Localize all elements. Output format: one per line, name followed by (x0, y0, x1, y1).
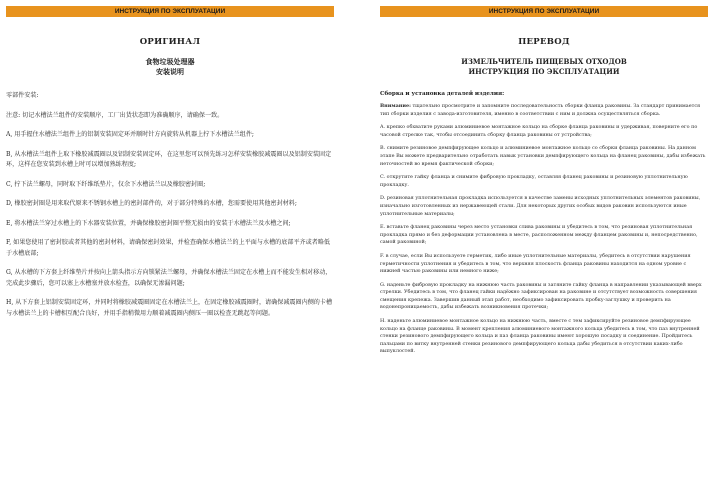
original-page (6, 6, 334, 474)
page-heading: ОРИГИНАЛ (139, 37, 201, 47)
translation-page (380, 6, 708, 474)
page-heading: ПЕРЕВОД (518, 37, 570, 47)
paragraph: F, 如果您使用了密封胶或者其他的密封材料，请确保密封效果，并检查确保水槽法兰的上平面与水槽的底部平齐或者略低于水槽底部; (6, 239, 331, 257)
paragraph: 零部件安装: (6, 92, 39, 99)
paragraph: E, 将水槽法兰穿过水槽上的下水器安装位置，并确保橡胶密封圈平整无损由的安装于水槽法兰及水槽之间; (6, 219, 291, 227)
paragraph: A. крепко обхватите руками алюминиевое монтажное кольцо на сборке фланца раковины и удерживая, поверните его по часовой стрелке так, чтобы отсоединить сборку фланца раковины от устройства; (380, 124, 698, 138)
paragraph: C. открутите гайку фланца и снимите фибровую прокладку, оставляя фланец раковины и резиновую уплотнительную прокладку. (380, 174, 688, 188)
paragraph: D, 橡胶密封圈是用来取代原来不锈钢水槽上的密封部件的，对于部分特殊的水槽，您需要使用其他密封材料; (6, 200, 297, 207)
paragraph: F. в случае, если Вы используете герметик, либо иные уплотнительные материалы, убедитесь в отсутствии нарушения герметичности уплотнения и убедитесь в том, что верхняя плоскость фланца раковины находится на одном уровне с нижней частью раковины или немного ниже; (380, 252, 691, 275)
paragraph: B. снимите резиновое демпфирующее кольцо и алюминиевое монтажное кольцо со сборки фланца раковины. На данном этапе Вы можете предварительно отработать навык установки демпфирующего кольца на фланец раковины, дабы избежать неточностей во время фактической сборки; (380, 145, 706, 167)
document-title (380, 57, 708, 77)
original-body (6, 91, 334, 319)
section-title: Сборка и установка деталей изделия: (380, 91, 505, 97)
title-line-2: ИНСТРУКЦИЯ ПО ЭКСПЛУАТАЦИИ (468, 67, 620, 76)
paragraph: G. наденьте фибровую прокладку на нижнюю часть раковины и затяните гайку фланца в направлении указывающей вверх стрелки. Убедитесь в том, что фланец гайки надёжно зафиксирован на раковине и отсутствует возможность совершения смещения крепежа. Завершив данный этап работ, необходимо зафиксировать пробку-заглушку и проверить на водонепроницаемость, дабы избежать возникновения протечки; (380, 281, 702, 311)
paragraph: G, 从水槽的下方套上纤维垫片并按向上箭头指示方向锁紧法兰螺母，并确保水槽法兰固定在水槽上而不能发生相对移动，完成此步骤后，您可以塞上水槽塞并放水检查，以确保无渗漏问题; (6, 269, 332, 287)
paragraph: 注意: 切记水槽法兰组件的安装顺序，工厂出货状态即为准确顺序，请确保一致。 (6, 111, 224, 119)
page-banner: ИНСТРУКЦИЯ ПО ЭКСПЛУАТАЦИИ (380, 6, 708, 17)
paragraph: A, 用手握住水槽法兰组件上的铝制安装固定环并顺时针方向旋转从机器上拧下水槽法兰组件; (6, 131, 254, 138)
paragraph: D. резиновая уплотнительная прокладка используется в качестве замены исходных уплотнительных элементов раковины, изначально изготовленных из нержавеющей стали. Для некоторых других особых видов раковин используются иные уплотнительные материалы; (380, 195, 701, 217)
paragraph: B, 从水槽法兰组件上取下橡胶减震圈以及铝制安装固定环，在这里您可以预先练习怎样安装橡胶减震圈以及铝制安装固定环，这样在您安装到水槽上时可以增加熟练程度; (6, 150, 332, 168)
title-line-1: 食物垃圾处理器 (145, 57, 195, 66)
title-line-2: 安装说明 (156, 67, 184, 76)
paragraph: C, 拧下法兰螺母，同时取下纤维纸垫片，仅余下水槽法兰以及橡胶密封圈; (6, 180, 206, 188)
title-line-1: ИЗМЕЛЬЧИТЕЛЬ ПИЩЕВЫХ ОТХОДОВ (461, 57, 627, 66)
document-title (6, 57, 334, 77)
translation-body (380, 91, 708, 356)
attention-paragraph (380, 103, 708, 118)
paragraph: H. наденьте алюминиевое монтажное кольцо на нижнюю часть, вместе с тем зафиксируйте резиновое демпфирующее кольцо на фланце раковины. В момент крепления алюминиевого монтажного кольца убедитесь в том, что паз внутренней стенки резинового демпфирующего кольца и паз фланца раковины имеют хорошую посадку и соединение. Пройдитесь пальцами по витку внутренней стенки резинового демпфирующего кольца дабы убедиться в отсутствии каких-либо выпуклостей. (380, 318, 700, 355)
attention-text: тщательно просмотрите и запомните последовательность сборки фланца раковины. За стандарт принимается тип сборки изделия с завода-изготовителя, именно в соответствии с ним и должна осуществляться сборка. (380, 103, 701, 117)
paragraph: E. вставьте фланец раковины через место установки слива раковины и убедитесь в том, что резиновая уплотнительная прокладка прямо и без деформации установлена в месте, расположенном между фланцем раковины и, непосредственно, самой раковиной; (380, 224, 698, 246)
attention-label: Внимание: (380, 103, 411, 109)
paragraph: H, 从下方套上铝制安装固定环，并同时将橡胶减震圈固定在水槽法兰上，在固定橡胶减震圈时，请确保减震圈内侧的卡槽与水槽法兰上的卡槽相互配合良好，并用手指稍微用力顺着减震圈内侧压一圈以检查无跳起等问题。 (6, 299, 333, 317)
page-banner: ИНСТРУКЦИЯ ПО ЭКСПЛУАТАЦИИ (6, 6, 334, 17)
